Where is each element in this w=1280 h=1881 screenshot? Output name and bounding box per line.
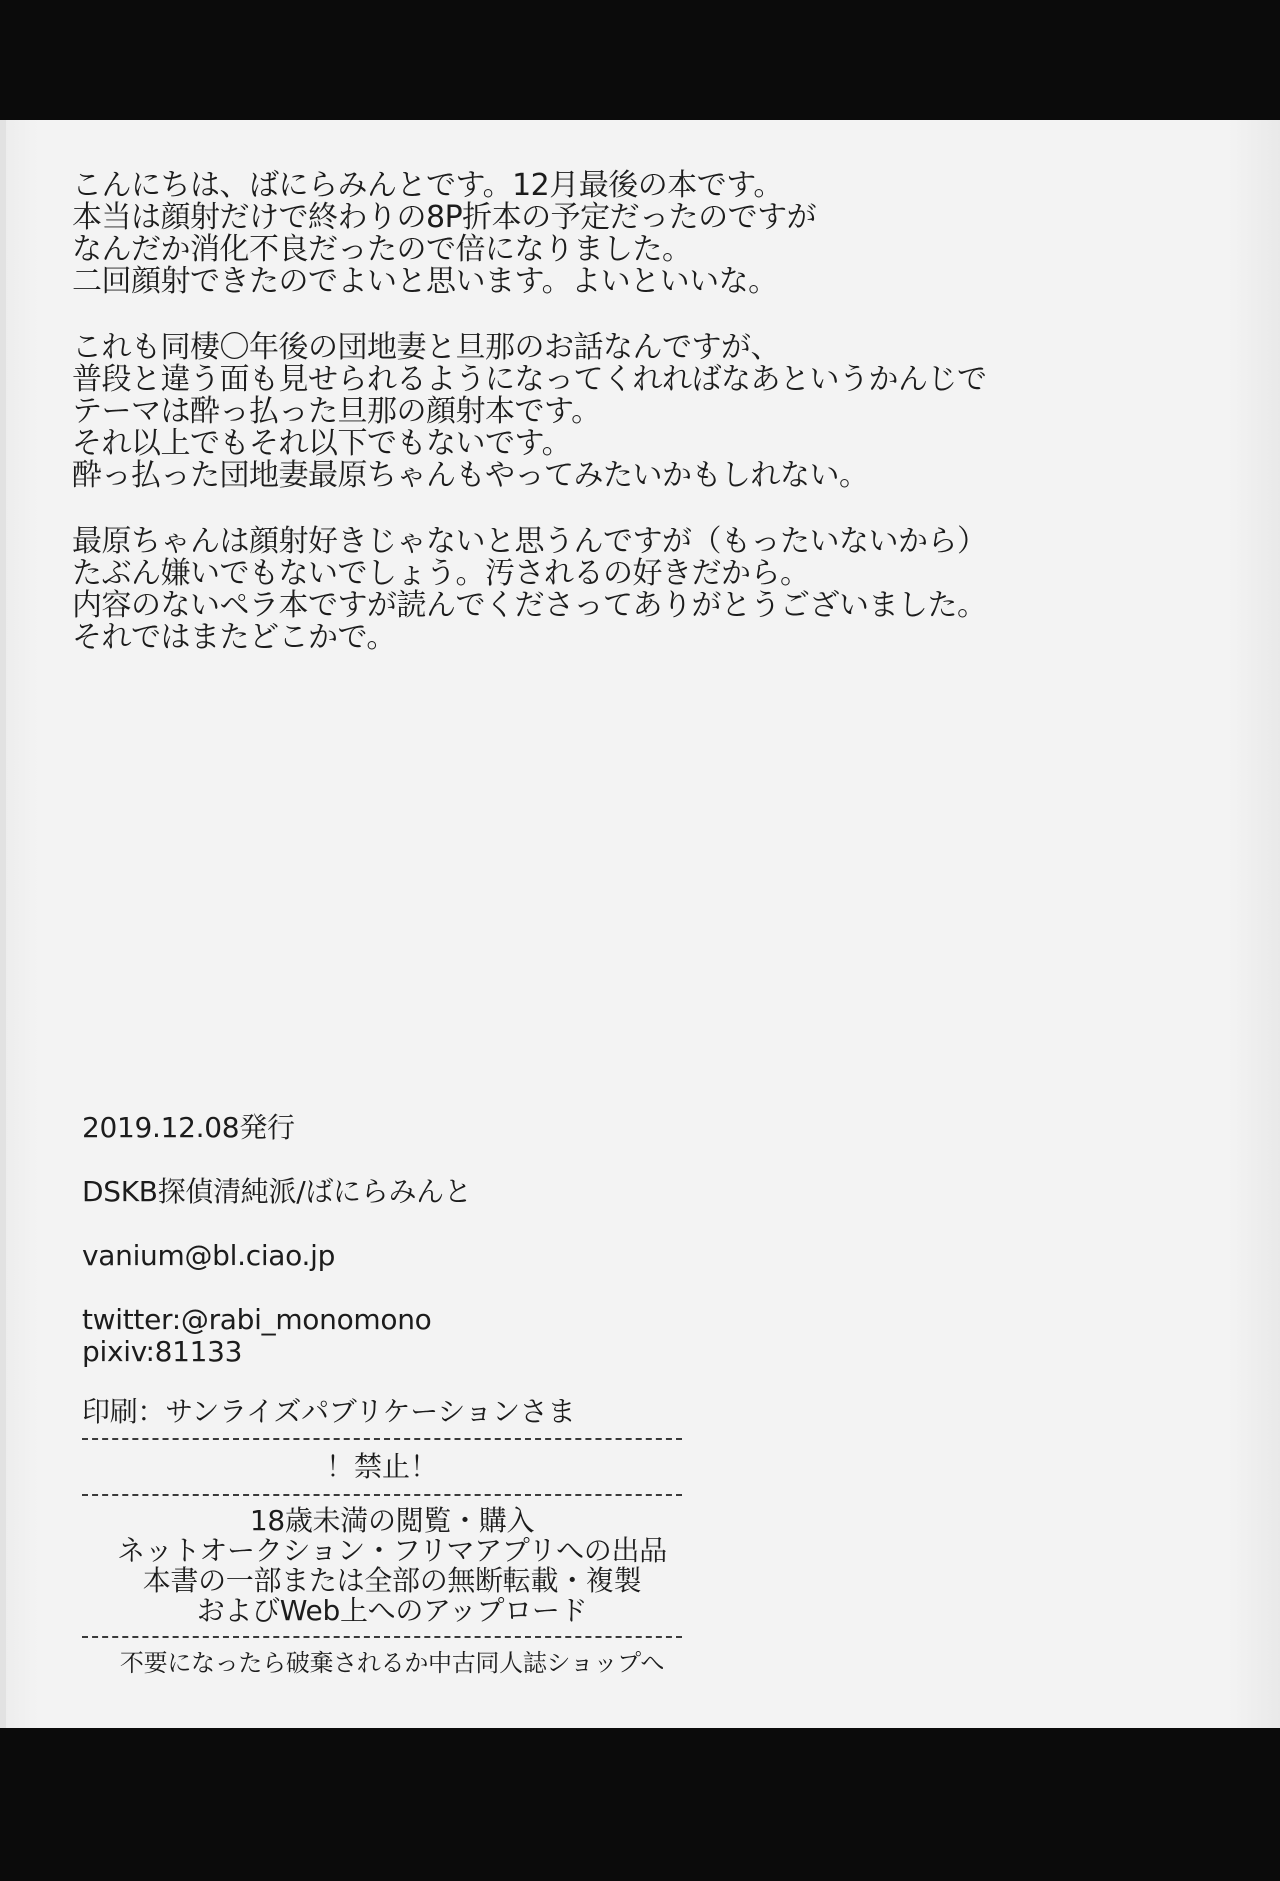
afterword-line: こんにちは、ばにらみんとです。12月最後の本です。 [72,168,783,203]
afterword-line: 内容のないペラ本ですが読んでくださってありがとうございました。 [72,588,987,623]
afterword-line: 本当は顔射だけで終わりの8P折本の予定だったのですが [72,200,817,235]
publish-date: 2019.12.08発行 [82,1111,295,1144]
afterword-line: テーマは酔っ払った旦那の顔射本です。 [72,394,601,429]
disposal-note: 不要になったら破棄されるか中古同人誌ショップへ [119,1649,665,1677]
prohibited-list [82,1506,702,1626]
twitter-handle: twitter:@rabi_monomono [82,1303,432,1336]
pixiv-id: pixiv:81133 [82,1335,243,1368]
afterword-paragraph-3 [72,526,1192,654]
dashed-divider [82,1636,682,1638]
afterword-paragraph-2 [72,332,1192,492]
afterword-line: 酔っ払った団地妻最原ちゃんもやってみたいかもしれない。 [72,458,869,493]
afterword-text [72,170,1192,688]
afterword-line: これも同棲〇年後の団地妻と旦那のお話なんですが、 [72,330,780,365]
paper-edge [0,120,6,1728]
afterword-paragraph-1 [72,170,1192,298]
afterword-line: それではまたどこかで。 [72,620,396,655]
afterword-line: 最原ちゃんは顔射好きじゃないと思うんですが（もったいないから） [72,524,987,559]
scan-top-border [0,0,1280,120]
dashed-divider [82,1494,682,1496]
afterword-line: なんだか消化不良だったので倍になりました。 [72,232,692,267]
prohibited-item: およびWeb上へのアップロード [196,1594,588,1627]
afterword-line: たぶん嫌いでもないでしょう。汚されるの好きだから。 [72,556,810,591]
prohibited-item: 18歳未満の閲覧・購入 [249,1504,535,1537]
circle-name: DSKB探偵清純派/ばにらみんと [82,1175,472,1208]
scan-bottom-border [0,1728,1280,1881]
colophon [82,1112,722,1678]
afterword-line: 二回顔射できたのでよいと思います。よいといいな。 [72,264,778,299]
contact-email: vanium@bl.ciao.jp [82,1239,336,1272]
prohibited-item: ネットオークション・フリマアプリへの出品 [117,1534,667,1567]
printer-credit: 印刷：サンライズパブリケーションさま [82,1395,576,1428]
prohibited-heading: ！禁止！ [325,1450,438,1483]
prohibited-item: 本書の一部または全部の無断転載・複製 [142,1564,642,1597]
afterword-line: それ以上でもそれ以下でもないです。 [72,426,572,461]
dashed-divider [82,1438,682,1440]
afterword-line: 普段と違う面も見せられるようになってくれればなあというかんじで [72,362,987,397]
